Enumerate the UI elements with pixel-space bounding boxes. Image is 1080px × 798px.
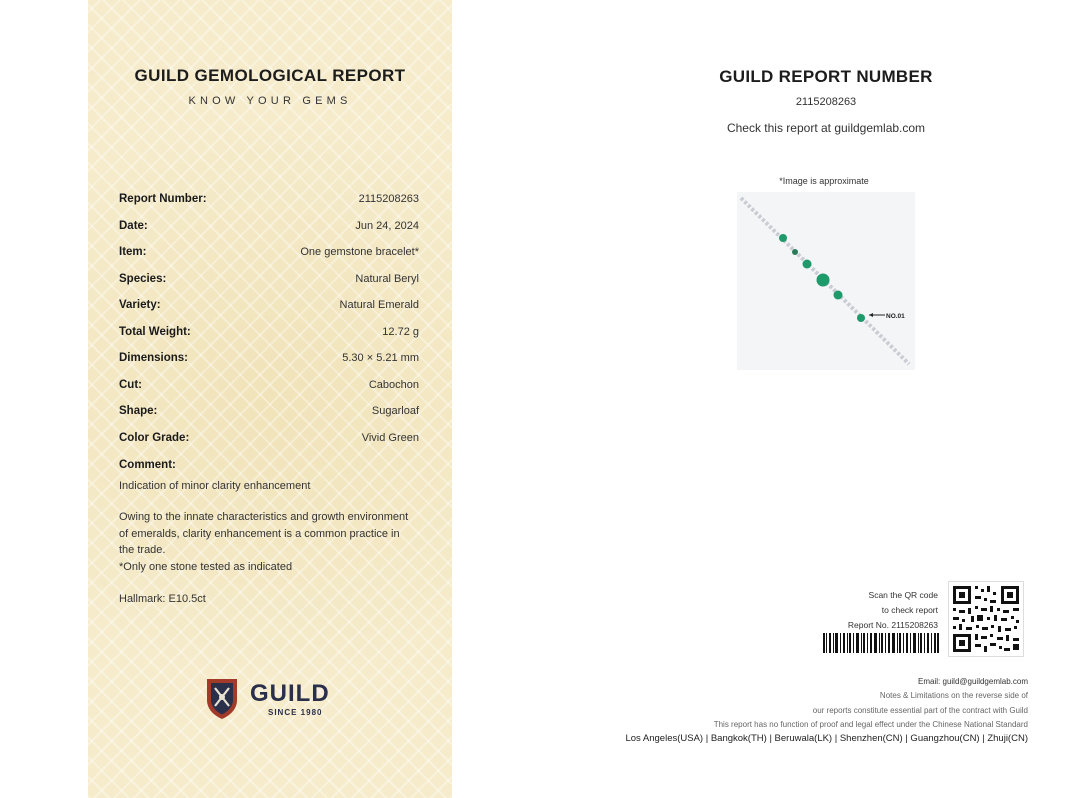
footer-line: Notes & Limitations on the reverse side of — [879, 691, 1028, 701]
field-value: Natural Beryl — [355, 272, 419, 285]
logo-name: GUILD — [250, 680, 330, 707]
field-label: Species: — [119, 272, 167, 285]
field-row — [119, 273, 419, 300]
footer-cities: Los Angeles(USA) | Bangkok(TH) | Beruwala(LK) | Shenzhen(CN) | Guangzhou(CN) | Zhuji(CN) — [625, 733, 1028, 745]
field-row — [119, 193, 419, 220]
barcode — [823, 633, 939, 653]
field-value: 12.72 g — [382, 325, 419, 338]
field-label: Item: — [119, 246, 147, 258]
field-label: Dimensions: — [119, 352, 189, 364]
field-label: Report Number: — [119, 193, 207, 205]
comment-text: Indication of minor clarity enhancement — [119, 480, 311, 492]
guild-logo — [204, 676, 344, 722]
field-label: Cut: — [119, 378, 142, 391]
field-label: Shape: — [119, 405, 158, 417]
field-row — [119, 352, 419, 379]
report-title: GUILD GEMOLOGICAL REPORT — [134, 66, 406, 85]
report-number-heading: GUILD REPORT NUMBER — [719, 67, 933, 86]
hallmark-text: Hallmark: E10.5ct — [119, 593, 206, 605]
field-label: Color Grade: — [119, 431, 190, 444]
qr-line: Scan the QR code — [868, 590, 938, 600]
field-row — [119, 246, 419, 273]
field-value: 2115208263 — [358, 193, 419, 205]
field-row — [119, 432, 419, 459]
field-label: Variety: — [119, 299, 161, 311]
report-footer — [560, 675, 1028, 746]
field-value: Cabochon — [368, 378, 419, 391]
footnote-text: *Only one stone tested as indicated — [119, 560, 293, 573]
field-label: Date: — [119, 219, 148, 232]
field-value: Vivid Green — [361, 431, 419, 444]
comment-label: Comment: — [119, 459, 176, 471]
report-details-panel — [88, 0, 452, 798]
stone-label: NO.01 — [886, 313, 905, 320]
qr-code[interactable] — [948, 581, 1024, 657]
bracelet-illustration — [737, 192, 915, 370]
report-fields — [119, 193, 419, 458]
footer-email[interactable]: Email: guild@guildgemlab.com — [918, 677, 1028, 686]
qr-line: to check report — [881, 605, 938, 615]
paragraph-text: Owing to the innate characteristics and growth environment of emeralds, clarity enhancement is a common practice in the trade. — [119, 511, 409, 556]
field-row — [119, 299, 419, 326]
check-report-link[interactable]: Check this report at guildgemlab.com — [726, 121, 926, 135]
report-subtitle: KNOW YOUR GEMS — [188, 95, 352, 107]
report-number: 2115208263 — [795, 96, 857, 108]
field-value: Sugarloaf — [371, 405, 419, 417]
shield-icon — [204, 676, 240, 720]
image-note: *Image is approximate — [779, 176, 869, 186]
field-row — [119, 405, 419, 432]
footer-line: our reports constitute essential part of the contract with Guild — [812, 705, 1028, 715]
bracelet-image — [737, 192, 915, 370]
field-row — [119, 220, 419, 247]
comment-paragraph — [119, 509, 409, 575]
field-value: Jun 24, 2024 — [355, 219, 419, 232]
field-value: 5.30 × 5.21 mm — [342, 352, 419, 364]
footer-line: This report has no function of proof and legal effect under the Chinese National Standard — [713, 719, 1028, 729]
qr-line: Report No. 2115208263 — [847, 620, 938, 630]
logo-since: SINCE 1980 — [268, 708, 323, 717]
field-row — [119, 326, 419, 353]
field-value: One gemstone bracelet* — [300, 246, 419, 258]
field-label: Total Weight: — [119, 325, 191, 338]
qr-instructions — [790, 588, 938, 633]
field-row — [119, 379, 419, 406]
field-value: Natural Emerald — [339, 299, 419, 311]
